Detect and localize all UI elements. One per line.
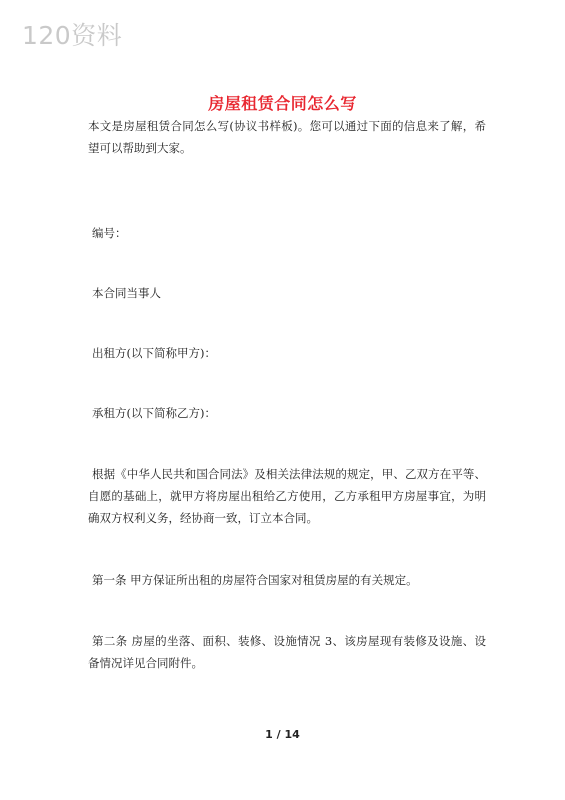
page-indicator: 1 / 14: [265, 728, 300, 741]
watermark-logo: 120资料: [22, 21, 123, 50]
basis-paragraph: 根据《中华人民共和国合同法》及相关法律法规的规定，甲、乙双方在平等、自愿的基础上，就甲方将房屋出租给乙方使用，乙方承租甲方房屋事宜，为明确双方权利义务，经协商一致，订立本合同。: [88, 467, 486, 525]
intro-paragraph: 本文是房屋租赁合同怎么写(协议书样板)。您可以通过下面的信息来了解，希望可以帮助到大家。: [88, 119, 486, 155]
contract-number-label: 编号：: [92, 226, 127, 240]
article-2-paragraph: 第二条 房屋的坐落、面积、装修、设施情况 3、该房屋现有装修及设施、设备情况详见合同附件。: [88, 634, 486, 670]
lessor-line: 出租方(以下简称甲方)：: [92, 346, 216, 360]
document-title: 房屋租赁合同怎么写: [208, 94, 357, 113]
parties-heading: 本合同当事人: [92, 286, 161, 300]
lessee-line: 承租方(以下简称乙方)：: [92, 406, 216, 420]
article-1-paragraph: 第一条 甲方保证所出租的房屋符合国家对租赁房屋的有关规定。: [92, 573, 418, 587]
